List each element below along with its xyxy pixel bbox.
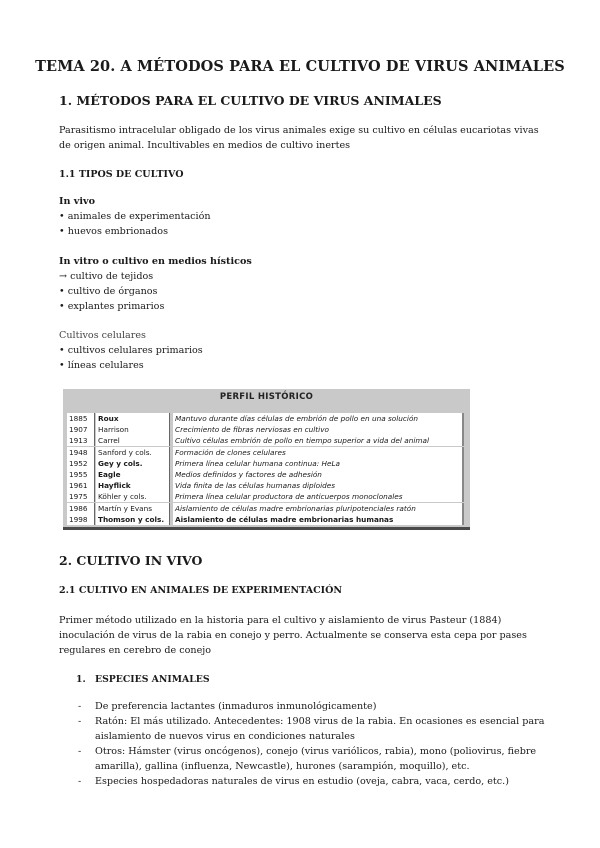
profile-year: 1975 xyxy=(67,491,95,502)
profile-author: Eagle xyxy=(96,469,170,480)
species-item: - Otros: Hámster (virus oncógenos), conejo (virus variólicos, rabia), mono (poliovirus, fiebre amarilla), gallina (influenza, Newcastle), hurones (sarampión, moquillo), etc. xyxy=(78,746,537,772)
profile-year: 1952 xyxy=(67,458,95,469)
profile-row xyxy=(67,514,467,525)
profile-description: Formación de clones celulares xyxy=(173,447,464,458)
profile-year: 1913 xyxy=(67,435,95,446)
profile-description: Primera línea celular humana continua: HeLa xyxy=(173,458,464,469)
profile-description: Crecimiento de fibras nerviosas en cultivo xyxy=(173,424,464,435)
profile-row xyxy=(67,503,467,514)
section-2-intro: Primer método utilizado en la historia para el cultivo y aislamiento de virus Pasteur (1884) inoculación de virus de la rabia en conejo y perro. Actualmente se conserva esta cepa por pases regulares en cerebro de conejo xyxy=(59,615,527,656)
species-item: - Ratón: El más utilizado. Antecedentes: 1908 virus de la rabia. En ocasiones es esencial para aislamiento de nuevos virus en condiciones naturales xyxy=(78,716,545,742)
profile-author: Harrison xyxy=(96,424,170,435)
species-list-number: 1. xyxy=(76,674,86,685)
historical-profile-table xyxy=(63,389,470,530)
historical-profile-title: PERFIL HISTÓRICO xyxy=(219,392,314,402)
profile-author: Hayflick xyxy=(96,480,170,491)
profile-row xyxy=(67,424,467,435)
profile-description: Cultivo células embrión de pollo en tiempo superior a vida del animal xyxy=(173,435,464,446)
profile-description: Mantuvo durante días células de embrión de pollo en una solución xyxy=(173,413,464,424)
in-vivo-item: • huevos embrionados xyxy=(59,226,168,237)
profile-year: 1885 xyxy=(67,413,95,424)
section-1-heading: 1. MÉTODOS PARA EL CULTIVO DE VIRUS ANIMALES xyxy=(59,93,442,108)
profile-author: Roux xyxy=(96,413,170,424)
profile-description: Primera línea celular productora de anticuerpos monoclonales xyxy=(173,491,464,502)
profile-year: 1986 xyxy=(67,503,95,514)
profile-row xyxy=(67,413,467,424)
profile-author: Martín y Evans xyxy=(96,503,170,514)
experimental-animals-heading: 2.1 CULTIVO EN ANIMALES DE EXPERIMENTACIÓN xyxy=(59,585,343,596)
profile-year: 1998 xyxy=(67,514,95,525)
species-item: - De preferencia lactantes (inmaduros inmunológicamente) xyxy=(78,701,377,712)
profile-author: Thomson y cols. xyxy=(96,514,170,525)
profile-description: Medios definidos y factores de adhesión xyxy=(173,469,464,480)
types-heading: 1.1 TIPOS DE CULTIVO xyxy=(59,169,184,180)
cellular-item: • líneas celulares xyxy=(59,360,144,371)
section-1-intro: Parasitismo intracelular obligado de los virus animales exige su cultivo en células eucariotas vivas de origen animal. Incultivables en medios de cultivo inertes xyxy=(59,125,539,151)
cellular-item: • cultivos celulares primarios xyxy=(59,345,203,356)
profile-row xyxy=(67,491,467,502)
profile-row xyxy=(67,447,467,458)
profile-row xyxy=(67,458,467,469)
profile-author: Köhler y cols. xyxy=(96,491,170,502)
profile-author: Gey y cols. xyxy=(96,458,170,469)
profile-year: 1907 xyxy=(67,424,95,435)
profile-year: 1961 xyxy=(67,480,95,491)
profile-row xyxy=(67,469,467,480)
profile-description: Aislamiento de células madre embrionarias pluripotenciales ratón xyxy=(173,503,464,514)
in-vitro-item: • cultivo de órganos xyxy=(59,286,158,297)
profile-row xyxy=(67,480,467,491)
profile-author: Sanford y cols. xyxy=(96,447,170,458)
profile-year: 1948 xyxy=(67,447,95,458)
species-item: - Especies hospedadoras naturales de virus en estudio (oveja, cabra, vaca, cerdo, etc.) xyxy=(78,776,509,787)
profile-description: Vida finita de las células humanas diploides xyxy=(173,480,464,491)
cellular-label: Cultivos celulares xyxy=(59,330,146,341)
profile-row xyxy=(67,435,467,446)
profile-description: Aislamiento de células madre embrionarias humanas xyxy=(173,514,464,525)
in-vivo-label: In vivo xyxy=(59,196,95,207)
in-vitro-label: In vitro o cultivo en medios hísticos xyxy=(59,256,252,267)
in-vivo-item: • animales de experimentación xyxy=(59,211,211,222)
document-title: TEMA 20. A MÉTODOS PARA EL CULTIVO DE VIRUS ANIMALES xyxy=(35,58,565,75)
section-2-heading: 2. CULTIVO IN VIVO xyxy=(59,553,203,568)
in-vitro-item: → cultivo de tejidos xyxy=(59,271,154,282)
in-vitro-item: • explantes primarios xyxy=(59,301,165,312)
species-heading: ESPECIES ANIMALES xyxy=(95,674,210,685)
profile-year: 1955 xyxy=(67,469,95,480)
profile-author: Carrel xyxy=(96,435,170,446)
